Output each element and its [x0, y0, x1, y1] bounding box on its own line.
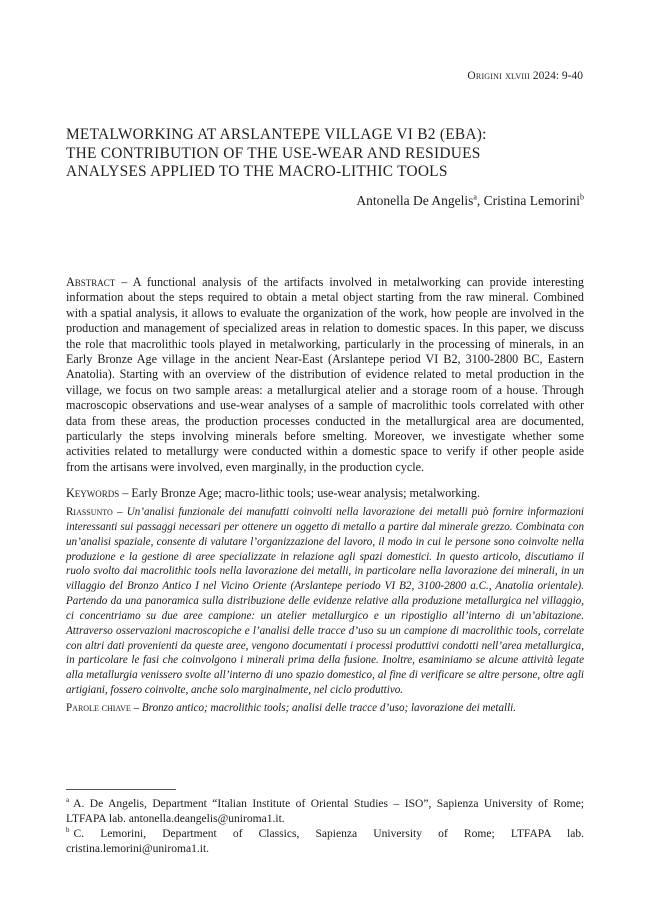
footnote-divider — [66, 789, 176, 790]
affiliation-mark: a — [473, 192, 477, 202]
footnote-mark: a — [66, 796, 70, 805]
riassunto-section — [66, 505, 584, 698]
issue-info: 2024: 9-40 — [532, 70, 583, 82]
footnote — [66, 827, 584, 856]
author-name: Antonella De Angelis — [356, 193, 474, 208]
journal-name: Origini xlviii — [467, 70, 530, 82]
running-head — [60, 70, 583, 82]
title-line-3: ANALYSES APPLIED TO THE MACRO-LITHIC TOOLS — [66, 163, 448, 180]
abstract-dash: – — [115, 275, 133, 289]
riassunto-label: Riassunto — [66, 506, 113, 518]
abstract-label: Abstract — [66, 275, 116, 289]
abstract-text: A functional analysis of the artifacts involved in metalworking can provide interesting information about the steps required to obtain a metal object starting from the raw mineral. Combined with a spatial analysis, it allows to evaluate the organization of the work, how people are involved in the production and management of specialized areas in relation to domestic spaces. In this paper, we discuss the role that macrolithic tools played in metalworking, particularly in the processing of minerals, in an Early Bronze Age village in the ancient Near-East (Arslantepe period VI B2, 3100-2800 BC, Eastern Anatolia). Starting with an overview of the distribution of evidence related to metal production in the village, we focus on two sample areas: a metallurgical atelier and a storage room of a house. Through macroscopic observations and use-wear analyses of a sample of macrolithic tools correlated with other data from these areas, the production processes conducted in the metallurgical area are documented, particularly the steps involving minerals before smelting. Moreover, we investigate whether some activities related to metallurgy were conducted within a domestic space to verify if other people aside from the artisans were involved, even marginally, in the production cycle. — [66, 275, 584, 474]
parole-chiave-text: Bronzo antico; macrolithic tools; analisi delle tracce d’uso; lavorazione dei metalli. — [141, 702, 517, 714]
parole-chiave-dash: – — [130, 702, 142, 714]
keywords-text: Early Bronze Age; macro-lithic tools; use-wear analysis; metalworking. — [131, 486, 481, 500]
keywords-section — [66, 486, 584, 501]
affiliation-mark: b — [580, 192, 584, 202]
keywords-dash: – — [119, 486, 132, 500]
title-line-2: THE CONTRIBUTION OF THE USE-WEAR AND RESIDUES — [66, 144, 481, 162]
keywords-label: Keywords — [66, 486, 120, 500]
footnotes — [66, 797, 584, 857]
author-separator: , — [476, 193, 484, 208]
article-title — [66, 126, 586, 182]
footnote-text: A. De Angelis, Department “Italian Institute of Oriental Studies – ISO”, Sapienza University of Rome; LTFAPA lab. antonella.deangelis@uniroma1.it. — [66, 798, 584, 825]
footnote-text: C. Lemorini, Department of Classics, Sapienza University of Rome; LTFAPA lab. cristina.lemorini@uniroma1.it. — [66, 828, 584, 855]
abstract-section — [66, 275, 584, 475]
author-list — [66, 193, 584, 209]
parole-chiave-label: Parole chiave — [66, 702, 131, 714]
footnote — [66, 797, 584, 826]
author-name: Cristina Lemorini — [483, 193, 580, 208]
title-line-1: METALWORKING AT ARSLANTEPE VILLAGE VI B2 (EBA): — [66, 126, 487, 143]
parole-chiave-section — [66, 701, 584, 716]
riassunto-text: Un’analisi funzionale dei manufatti coinvolti nella lavorazione dei metalli può fornire informazioni interessanti sui passaggi necessari per ottenere un oggetto di metallo a partire dal minerale grezzo. Combinata con un’analisi spaziale, consente di valutare l’organizzazione del lavoro, il modo in cui le persone sono coinvolte nella produzione e la gestione di aree specializzate in relazione agli spazi domestici. In questo articolo, discutiamo il ruolo svolto dai macrolithic tools nella lavorazione dei metalli, in particolare nella lavorazione dei minerali, in un villaggio del Bronzo Antico I nel Vicino Oriente (Arslantepe periodo VI B2, 3100-2800 a.C., Anatolia orientale). Partendo da una panoramica sulla distribuzione delle evidenze relative alla produzione metallurgica nel villaggio, ci concentriamo su due aree campione: un atelier metallurgico e un ripostiglio all’interno di un’abitazione. Attraverso osservazioni macroscopiche e l’analisi delle tracce d’uso su un campione di macrolithic tools, correlate con altri dati provenienti da queste aree, vengono documentati i processi produttivi condotti nell’area metallurgica, in particolare le fasi che coinvolgono i minerali prima della fusione. Inoltre, esaminiamo se alcune attività legate alla metallurgia venissero svolte all’interno di uno spazio domestico, al fine di verificare se altre persone, oltre agli artigiani, fossero coinvolte, anche solo marginalmente, nel ciclo produttivo. — [66, 506, 584, 697]
footnote-mark: b — [66, 826, 70, 835]
riassunto-dash: – — [112, 506, 127, 518]
